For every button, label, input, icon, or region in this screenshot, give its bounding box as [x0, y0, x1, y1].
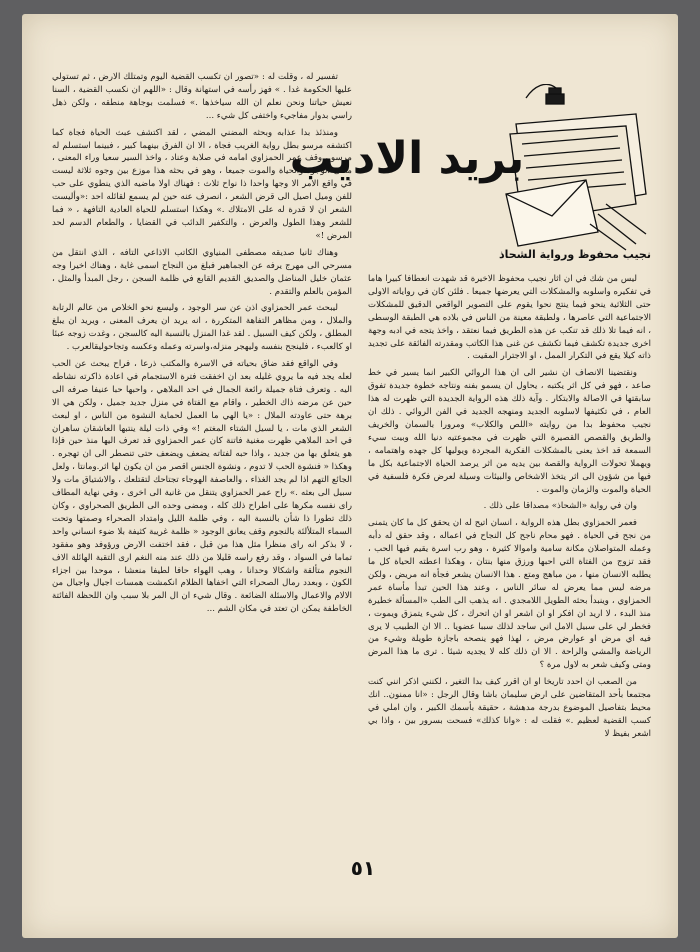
article-title: نجيب محفوظ ورواية الشحاذ [498, 248, 651, 261]
page-number: ٥١ [350, 856, 376, 880]
left-paragraph: وفي الواقع فقد ضاق بحياته في الاسرة والمكتب ذرعا ، فراح يبحث عن الحب لعله يجد فيه ما يروي غليله بعد ان اخفقت فترة الاستجمام في اعادة ذاكرته نشاطه اليه . وتعرف فتاة جميلة رائعة الجمال في احد الملاهي ، واحبها حبا عنيفا صرفه الى حين عن مرضه ذاك الخطير ، واقام مع الفتاة في منزل جديد جميل ، ولكن هي الا برهة حتى عاودته الملال : «يا الهي ما العمل لحماية النشوة من الناس ، او لبعث الشعر الذي مات ، يا لسيل الشتاء المغتم !» وفي ذات ليلة ينتبها العاشقان ساهران في احد الملاهي ظهرت مغنية فاتنة كان عمر الحمزاوي قد تعرف اليها منذ حين فإذا هو يتعلق بها من جديد ، واذا حبه لفتاته يضعف ويضعف حتى تنصطر الى ان تهجره . وهكذا « فنشوة الحب لا تدوم ، ونشوة الجنس اقصر من ان يكون لها اثر.ومانتا ، ولعل الجائع التهم اذا لم يجد الغذاء ، والعاصفة الهوجاء تجتاحك لتقتلعك ، والاشتياق مات ولا سبيل الى بعثه .» راح عمر الحمزاوي يتنقل من غانية الى اخرى ، وفي نهاية المطاف راى نفسه مكرها على اطراح ذلك كله ، ومضى وحده الى الطريق الصحراوي ، وكان ذلك تطورا ذا شأن بالنسبة اليه ، وفي ظلمة الليل وامتداد الصحراء وصمتها وتحت السماء المتلألئة بالنجوم وقف يعانق الوجود « ظلمة غريبة كثيفة بلا ضوء انساني واحد ، لا بذكر انه راى منظرا مثل هذا من قبل ، فقد اختفت الارض ورؤوفد وهو مفقود تماما في السواد ، وقد رفع راسه قليلا من ذلك عند منه النغم ارى التقبة الهائلة الاف النجوم متألقة واشكالا وحدانا ، وهب الهواء حافا لطيفا منعشا ، موحدا بين اجزاء الكون ، وبعدد رمال الصحراء التي اخفاها الظلام انكمشت همسات اجيال واجيال من الالام والاعمال والاسئلة الضائعة . وقال شيء ان ال المر بلا سبب وان اللحظة الفائتة الخاطفة يمكن ان تعتد في مكان الشم ... [52, 359, 352, 615]
left-paragraph: ومنذئذ بدا عذابه وبحثه المضني المضي ، لقد اكتشف عبث الحياة فجاة كما اكتشفه مرسو بطل رواية الغريب فجاة ، الا ان الفرق بينهما كبير ، فبينما استسلم له مرسو ، وقف عمر الحمزاوي امامه في صلابة وعناد ، واخذ السير سعيا وراء المعنى ، معنى الوجود والحياة والموت جميعا ، وهو في بحثه هذا موزع بين وجوه ثلاثة ليست في واقع الامر الا وجها واحدا ذا نواح ثلاث : فهناك اولا ماضيه الذي ينطوي على حب للفن وميل اصيل الى قرض الشعر ، انصرف عنه حين لم يسمع لقائله احد :«وأليست الشعر ان لا قدرة له على الامتلاك .» وهكذا استسلم للحياة العادية التافهة ، « فما للشعر وهذا الطول والعرض ، والتكفير الدائب في القضايا ، والطعام الدسم لحد المرض !» [52, 127, 352, 241]
left-paragraph: ليبحث عمر الحمزاوي اذن عن سر الوجود ، وليسع نحو الخلاص من عالم الرتابة والملال ، ومن مظاهر التفاهة المتكررة ، انه يريد ان يعرف المعنى ، ويريد ان يبلغ المطلق ، ولكن كيف السبيل . لقد غدا المنزل بالنسبة اليه كالسجن ، وغدت زوجه عبئا او كالعبء ، فلينجح بنفسه وليهجر منزله،واسرته وعمله وعكسه وتجاحوليقالعرب . [52, 303, 352, 353]
left-paragraph: وهناك ثانيا صديقه مصطفى المنياوي الكاتب الاذاعي التافه ، الذي انتقل من مسرحي الى مهرج يرفه عن الجماهير فبلغ من النجاح اسمى غاية ، وهناك اخيرا وجه عثمان خليل المناضل والصديق القديم القابع في ظلمة السجن ، رجل المبدأ والمثل ، المؤمن بالعلم والتقدم . [52, 247, 352, 297]
right-column [368, 273, 651, 823]
magazine-page [22, 14, 678, 938]
right-paragraph: ليس من شك في ان اثار نجيب محفوظ الاخيرة قد شهدت انعطافا كبيرا هاما في تفكيره واسلوبه والمشكلات التي يعرضها جميعا . فلئن كان في رواياته الاولى حتى الثلاثية ينحو فيما ينتج نحوا يقوم على التصوير الواقعي الدقيق للمشكلات الاجتماعية التي عاصرها ، ولطبقة معينة من الناس في بلاده هي الطبقة الوسطى ، انه فيما تلا ذلك قد تنكب عن هذه الطريق فيما نعتقد ، واخذ يتجه في ادبه وجهة اخرى جديدة تكشف فيما تكشف عن غنى هذا الكاتب ومقدرته الفائقة على تجديد ذاته كيلا يقع في التكرار الممل ، او الاجترار المقيت . [368, 274, 651, 362]
right-paragraph: من الصعب ان احدد تاريخا او ان اقرر كيف بدا التغير ، لكنني اذكر انني كنت مجتمعا بأحد المتقاضين على ارض سليمان باشا وقال الرجل : «انا ممنون.. انك محيط بتفاصيل الموضوع بدرجة مدهشة ، حقيقة بأسمك الكبير ، وان املي في كسب القضية لعظيم .» فقلت له : «وانا كذلك» فسحت بسرور بين ، واذا بي اشعر بفيظ لا [368, 677, 651, 739]
right-paragraph: فعمر الحمزاوي بطل هذه الرواية ، انسان اتيح له ان يحقق كل ما كان يتمنى من نجح في الحياة . فهو محام ناجح كل النجاح في اعماله ، وقد حقق له دأبه وعمله المتواصلان مكانة سامية واموالا كثيرة ، وهو رب اسرة يقيم فيها الحب ، فقد تزوج من الفتاة التي احبها ورزق منها بنتان ، وهكذا اعطته الحياة كل ما يطلبه الانسان منها ، من مباهج ومتع . هذا الانسان يشعر فجأة انه مريض ، ولكن مرضه ليس مما يعرض له سائر الناس ، وعند هذا الحين تبدأ مأساة عمر الحمزاوي ، وينبدأ بحثه الطويل اللامجدي . انه يذهب الى الطب «المسألة خطيرة منذ البدء ، لا اريد ان افكر او ان اشعر او ان اتحرك ، كل شيء يتمزق ويموت ، فخطر لي على سبيل الامل اني ساجد لذلك سببا عضويا .. الا ان الطبيب لا يرى فيه اي مرض او عوارض مرض ، لهذا فهو ينصحه باجازة طويلة وشيء من الرياضة والمشي والراحة . الا ان ذلك كله لا يجديه شيئا . ترى ما هذا المرض ومتى وكيف شعر به لاول مرة ؟ [368, 518, 651, 671]
left-paragraph: تفسير له ، وقلت له : «تصور ان تكسب القضية اليوم وتمتلك الارض ، ثم تستولي عليها الحكومة غدا . » فهز رأسه في استهانة وقال : «اللهم ان نكسب القضية ، السنا نعيش حياتنا ونحن نعلم ان الله سياخذها .» فسلمت بوجاهة منطقه ، ولكن ذهل راسي بدوار مفاجيء واختفى كل شيء ... [52, 72, 352, 121]
right-paragraph: وان في رواية «الشحاذ» مصداقا على ذلك . [483, 501, 637, 512]
right-paragraph: ونقتضينا الانصاف ان نشير الى ان هذا الروائي الكبير انما يسير في خط صاعد ، فهو في كل اثر يكتبه ، يحاول ان يسمو بفنه ونتاجه خطوة جديدة تفوق سابقتها في الاصالة والابتكار . وآية ذلك هذه الرواية الجديدة التي ظهرت له هذا العام ، في تكثيفها لاسلوبه الجديد ومنهجه الجديد في الفن الروائي . ذلك ان نجيب محفوظ بدا من روايته «اللص والكلاب» ومرورا بالسمان والخريف والطريق والقصص القصيرة التي ظهرت في مجموعتيه دنيا الله وبيت سيء السمعة قد اخذ يعنى بالمشكلات الفكرية المجردة ويوليها كل جهده واهتمامه ، ويهملا تحولات الرواية والقصة بين يديه من اثر يرصد الحياة الاجتماعية بكل ما فيها من شؤون الى اثر يتخذ الاشخاص والبيئات وسيلة لعرض فكرة فلسفية في الحياة والموت والزمان والموت . [368, 368, 651, 495]
section-title: بريد الاديب [289, 133, 525, 184]
